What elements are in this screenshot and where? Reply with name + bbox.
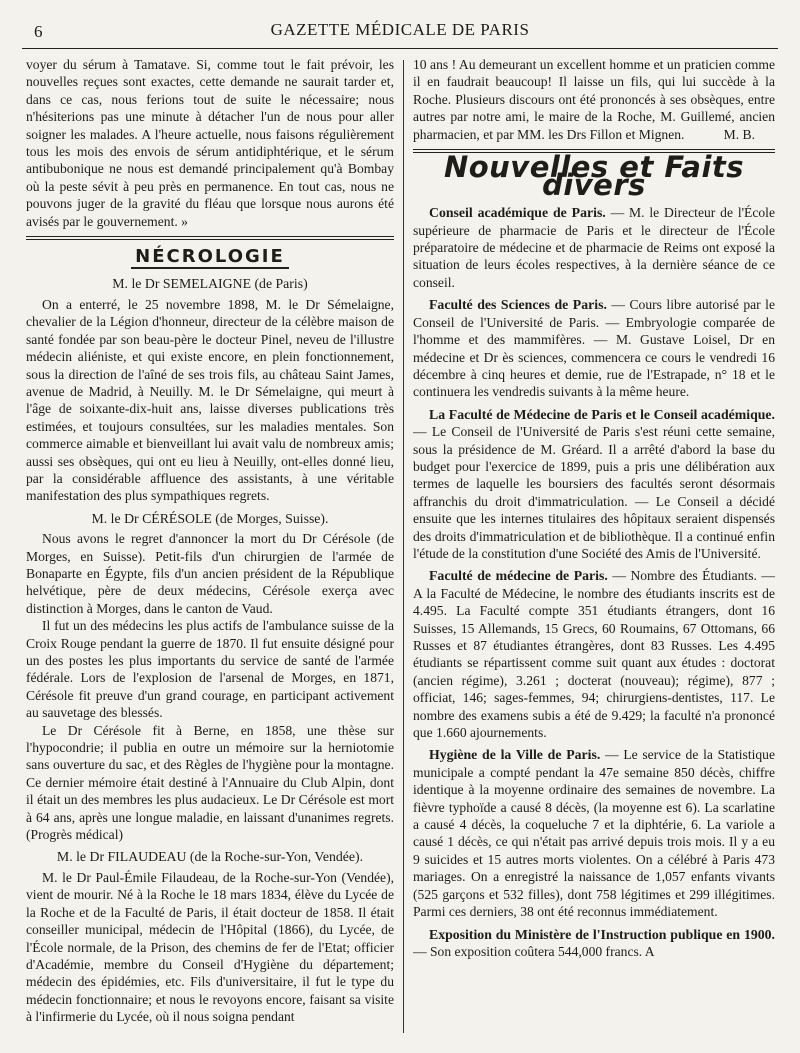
column-divider [403,60,404,1033]
news-item-title: Hygiène de la Ville de Paris. [429,747,601,763]
page-number: 6 [34,22,43,41]
news-item-title: Conseil académique de Paris. [429,205,606,221]
obituary-heading-filaudeau: M. le Dr FILAUDEAU (de la Roche-sur-Yon, Vendée). [56,849,364,865]
header-rule [22,48,778,49]
page-header [30,16,770,46]
news-item [413,746,775,920]
obituary-heading-semelaigne: M. le Dr SEMELAIGNE (de Paris) [112,276,308,292]
news-item-title: La Faculté de Médecine de Paris et le Conseil académique. [429,406,775,422]
news-item-text: — Le service de la Statistique municipale a compté pendant la 47e semaine 850 décès, chiffre identique à la moyenne ordinaire des semaines de novembre. La fièvre typhoïde a causé 8 décès, (la moyenne est 6). La scarlatine a causé 4 décès, la coqueluche 7 et la diphtérie, 6. La variole a causé 1 décès, ce qui n'était pas arrivé depuis trois mois. Il y a eu 9 suicides et 15 autres morts violentes. On a célébré à Paris 473 mariages. On a enregistré la naissance de 1,057 enfants vivants (525 garçons et 532 filles), dont 758 légitimes et 299 illégitimes. Parmi ces derniers, 38 ont été reconnus immédiatement. [413,747,775,920]
news-item-text: — M. le Directeur de l'École supérieure de pharmacie de Paris et le directeur de l'École préparatoire de médecine et de pharmacie de Reims ont exposé la situation de leurs écoles respectives, à la dernière séance de ce conseil. [413,205,775,290]
left-column [26,56,394,1026]
journal-title: GAZETTE MÉDICALE DE PARIS [270,20,530,39]
news-item-text: — Cours libre autorisé par le Conseil de l'Université de Paris. — Embryologie comparée de l'homme et des mammifères. — M. Gustave Loisel, Dr en médecine et Dr ès sciences, commencera ce cours le vendredi 16 décembre à cinq heures et demie, rue de l'Estrapade, n° 18 et le continuera les vendredis suivants à la même heure. [413,297,775,400]
signature: M. B. [723,127,755,143]
news-item [413,567,775,741]
news-item-text: — Son exposition coûtera 544,000 francs. A [413,943,655,959]
news-item [413,296,775,400]
obituary-text-filaudeau: M. le Dr Paul-Émile Filaudeau, de la Roche-sur-Yon (Vendée), vient de mourir. Né à la Roche le 18 mars 1834, élève du Lycée de la Roche et de la Faculté de Paris, il était docteur de 1858. Il était conseiller municipal, médecin de l'Hôpital (1866), du Lycée, de l'École normale, de la Prison, des chemins de fer de l'Etat; officier d'Académie, membre du Conseil d'Hygiène du département; médecin des épidémies, etc. Fils d'universitaire, il fut le type du médecin fonctionnaire; et nous le revoyons encore, faisant sa visite à l'infirmerie du Lycée, où il nous soigna pendant [26,869,394,1025]
necrologie-title: NÉCROLOGIE [26,248,394,265]
obituary-heading-ceresole: M. le Dr CÉRÉSOLE (de Morges, Suisse). [91,510,329,526]
obituary-continuation: 10 ans ! Au demeurant un excellent homme et un praticien comme il en faudrait beaucoup! Il laisse un fils, qui lui succède à la Roche. Plusieurs discours ont été prononcés à ses obsèques, entre autres par notre ami, le maire de la Roche, M. Guillemé, ancien pharmacien, et par MM. les Drs Fillon et Mignen. [413,57,775,142]
news-item-title: Faculté des Sciences de Paris. [429,297,607,313]
intro-paragraph: voyer du sérum à Tamatave. Si, comme tout le fait prévoir, les nouvelles reçues sont exactes, cette demande ne saurait tarder et, dans ce cas, nous ferions tout de suite le nécessaire; nous n'hésiterions pas une minute à détacher l'un de nous pour aller soigner les malades. A l'heure actuelle, nous faisons régulièrement tous les mois des envois de sérum antidiphtérique, et le sérum antibubonique ne nous est demandé principalement qu'à Bombay où la peste sévit à peu près en permanence. En tout cas, nous ne pouvons juger de la gravité du fléau que lorsque nous aurons été avisés par le gouvernement. » [26,57,394,229]
news-item [413,204,775,291]
obituary-text-semelaigne: On a enterré, le 25 novembre 1898, M. le Dr Sémelaigne, chevalier de la Légion d'honneur, directeur de la célèbre maison de santé fondée par son beau-père le docteur Pinel, neveu de l'illustre médecin aliéniste, et qui existe encore, en plein fonctionnement, sous la direction de l'aîné de ses trois fils, au château Saint James, avenue de Madrid, à Neuilly. M. le Dr Sémelaigne, qui meurt à l'âge de soixante-dix-huit ans, laisse diverses publications très estimées, et toujours consultées, sur les maladies mentales. Son commerce aimable et bienveillant lui avait valu de nombreux amis; aussi ses obsèques, qui ont eu lieu à Neuilly, ont-elles donné lieu, par la considérable affluence des assistants, à une véritable manifestation des plus sympathiques regrets. [26,296,394,504]
section-divider [26,236,394,240]
obituary-text-ceresole-3: Le Dr Cérésole fit à Berne, en 1858, une thèse sur l'hypocondrie; il publia en outre un mémoire sur la herniotomie sans ouverture du sac, et des Règles de l'hygiène pour la montagne. Ce dernier mémoire était destiné à l'Annuaire du Club Alpin, dont il était un des membres les plus audacieux. Le Dr Cérésole est mort à 64 ans, après une longue maladie, en laissant d'unanimes regrets. (Progrès médical) [26,722,394,843]
news-item [413,926,775,961]
news-item-text: — Le Conseil de l'Université de Paris s'est réuni cette semaine, sous la présidence de M. Gréard. Il a arrêté d'abord la base du budget pour l'exercice de 1899, puis a pris une délibération aux termes de laquelle les boursiers des facultés seront désormais affranchis du droit d'immatriculation. — Le Conseil a décidé ensuite que les internes titulaires des hôpitaux seraient dispensés des droits d'immatriculation et de bibliothèque. Il a continué enfin l'étude de la constitution d'une Société des Amis de l'Université. [413,424,775,561]
news-item [413,406,775,563]
news-item-title: Faculté de médecine de Paris. [429,568,608,584]
obituary-text-ceresole-1: Nous avons le regret d'annoncer la mort du Dr Cérésole (de Morges, en Suisse). Petit-fils d'un chirurgien de l'armée de Bonaparte en Égypte, fils d'un ancien président de la République helvétique, père de deux médecins, Cérésole exerça avec distinction à Morges, dans le canton de Vaud. [26,531,394,616]
obituary-text-ceresole-2: Il fut un des médecins les plus actifs de l'ambulance suisse de la Croix Rouge pendant la guerre de 1870. Il fut ensuite désigné pour un des postes les plus importants du service de santé de l'armée fédérale. Lors de l'explosion de l'arsenal de Morges, en 1871, Cérésole fit preuve d'un grand courage, en participant activement au sauvetage des blessés. [26,618,394,721]
news-item-title: Exposition du Ministère de l'Instruction publique en 1900. [429,926,775,942]
right-column [413,56,775,960]
news-item-text: — Nombre des Étudiants. — A la Faculté de Médecine, le nombre des étudiants inscrits est de 4.495. La Faculté compte 351 étudiants étrangers, dont 16 Suisses, 15 Allemands, 15 Grecs, 60 Roumains, 67 Ottomans, 66 Russes et 87 étudiantes étrangères, dont 83 Russes. Les 4.495 étudiants se répartissent comme suit quant aux études : doctorat (ancien régime), 3.261 ; docterat (nouveau); régime), 877 ; officiat, 146; sages-femmes, 94; chirurgiens-dentistes, 117. Le nombre des examens subis a été de 9.429; la faculté n'a prononcé que 1.660 ajournements. [413,568,775,741]
nouvelles-title: Nouvelles et Faits divers [443,150,745,202]
